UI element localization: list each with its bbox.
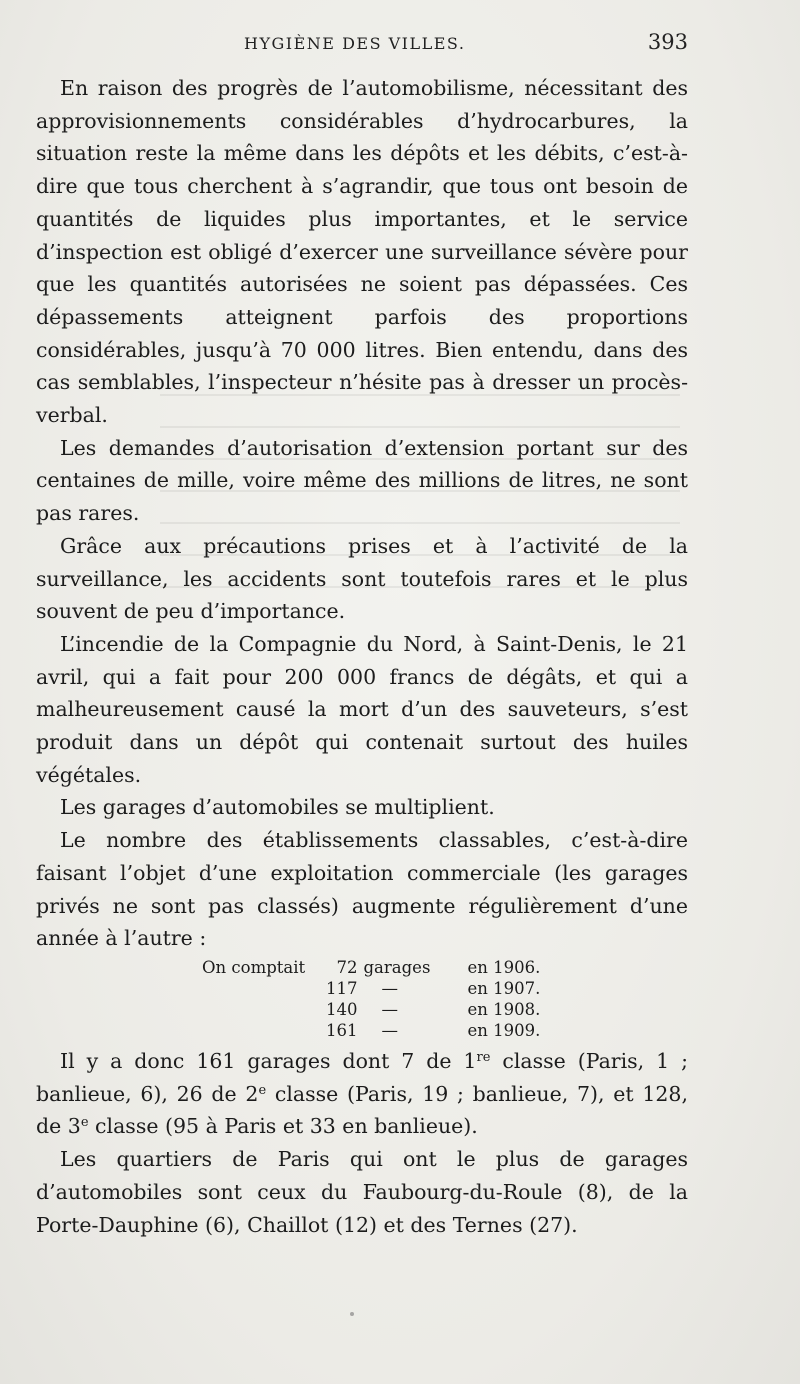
paragraph-demandes: Les demandes d’autorisation d’extension portant sur des centaines de mille, voire même des millions de litres, ne sont pas rares. xyxy=(36,435,688,526)
paragraph-classes xyxy=(36,1045,688,1143)
paragraph-precautions: Grâce aux précautions prises et à l’activité de la surveillance, les accidents sont toutefois rares et le plus souvent de peu d’importance. xyxy=(36,533,688,624)
paper-speck xyxy=(350,1312,354,1316)
row-year: en 1906. xyxy=(467,957,541,977)
ordinal-superscript: e xyxy=(80,1115,89,1131)
paragraph-etablissements: Le nombre des établissements classables, c’est-à-dire faisant l’objet d’une exploitation commerciale (les garages privés ne sont pas classés) augmente régulièrement d’une année à l’autre : xyxy=(36,828,688,951)
text-fragment: classe (Paris, 19 ; banlieue, 7), et 128, de 3 xyxy=(36,1081,688,1139)
row-lead: On comptait xyxy=(202,957,306,977)
table-row xyxy=(202,999,544,1020)
paragraph-incendie: L’incendie de la Compagnie du Nord, à Saint-Denis, le 21 avril, qui a fait pour 200 000 francs de dégâts, et qui a malheureusement causé la mort d’un des sauveteurs, s’est produit dans un dépôt qui contenait surtout des huiles végétales. xyxy=(36,631,688,787)
text-fragment: Il y a donc 161 garages dont 7 de 1 xyxy=(60,1048,477,1073)
table-row xyxy=(202,1020,544,1041)
row-lead xyxy=(202,999,326,1020)
ordinal-superscript: re xyxy=(476,1049,491,1065)
row-middle: garages xyxy=(363,957,431,977)
paragraph-quartiers: Les quartiers de Paris qui ont le plus de garages d’automobiles sont ceux du Faubourg-du-Roule (8), de la Porte-Dauphine (6), Chaillot (12) et des Ternes (27). xyxy=(36,1147,688,1237)
paragraph-garages: Les garages d’automobiles se multiplient. xyxy=(60,795,495,820)
garage-count: 161 xyxy=(326,1020,358,1040)
text-fragment: classe (Paris, 1 ; banlieue, 6), 26 de 2 xyxy=(36,1048,688,1106)
table-row xyxy=(202,957,544,978)
garage-count: 140 xyxy=(326,999,358,1019)
garage-count: 72 xyxy=(336,957,358,977)
text-fragment: classe (95 à Paris et 33 en banlieue). xyxy=(88,1114,478,1139)
row-middle: — xyxy=(381,978,398,998)
page-number: 393 xyxy=(647,30,688,54)
row-middle: — xyxy=(381,999,398,1019)
ordinal-superscript: e xyxy=(258,1082,267,1098)
body-text xyxy=(36,72,688,1241)
page-header xyxy=(36,30,688,62)
row-lead xyxy=(202,978,326,999)
garage-count: 117 xyxy=(326,978,358,998)
table-row xyxy=(202,978,544,999)
row-year: en 1907. xyxy=(467,978,541,998)
row-year: en 1908. xyxy=(467,999,541,1019)
row-middle: — xyxy=(381,1020,398,1040)
paragraph-hydrocarbures: En raison des progrès de l’automobilisme, nécessitant des approvisionnements considérables d’hydrocarbures, la situation reste la même dans les dépôts et les débits, c’est-à-dire que tous cherchent à s’agrandir, que tous ont besoin de quantités de liquides plus importantes, et le service d’inspection est obligé d’exercer une surveillance sévère pour que les quantités autorisées ne soient pas dépassées. Ces dépassements atteignent parfois des proportions considérables, jusqu’à 70 000 litres. Bien entendu, dans des cas semblables, l’inspecteur n’hésite pas à dresser un procès-verbal. xyxy=(36,76,688,428)
running-title: HYGIÈNE DES VILLES. xyxy=(244,34,466,53)
garage-counts-table xyxy=(202,957,544,1041)
row-year: en 1909. xyxy=(467,1020,541,1040)
row-lead xyxy=(202,1020,326,1041)
